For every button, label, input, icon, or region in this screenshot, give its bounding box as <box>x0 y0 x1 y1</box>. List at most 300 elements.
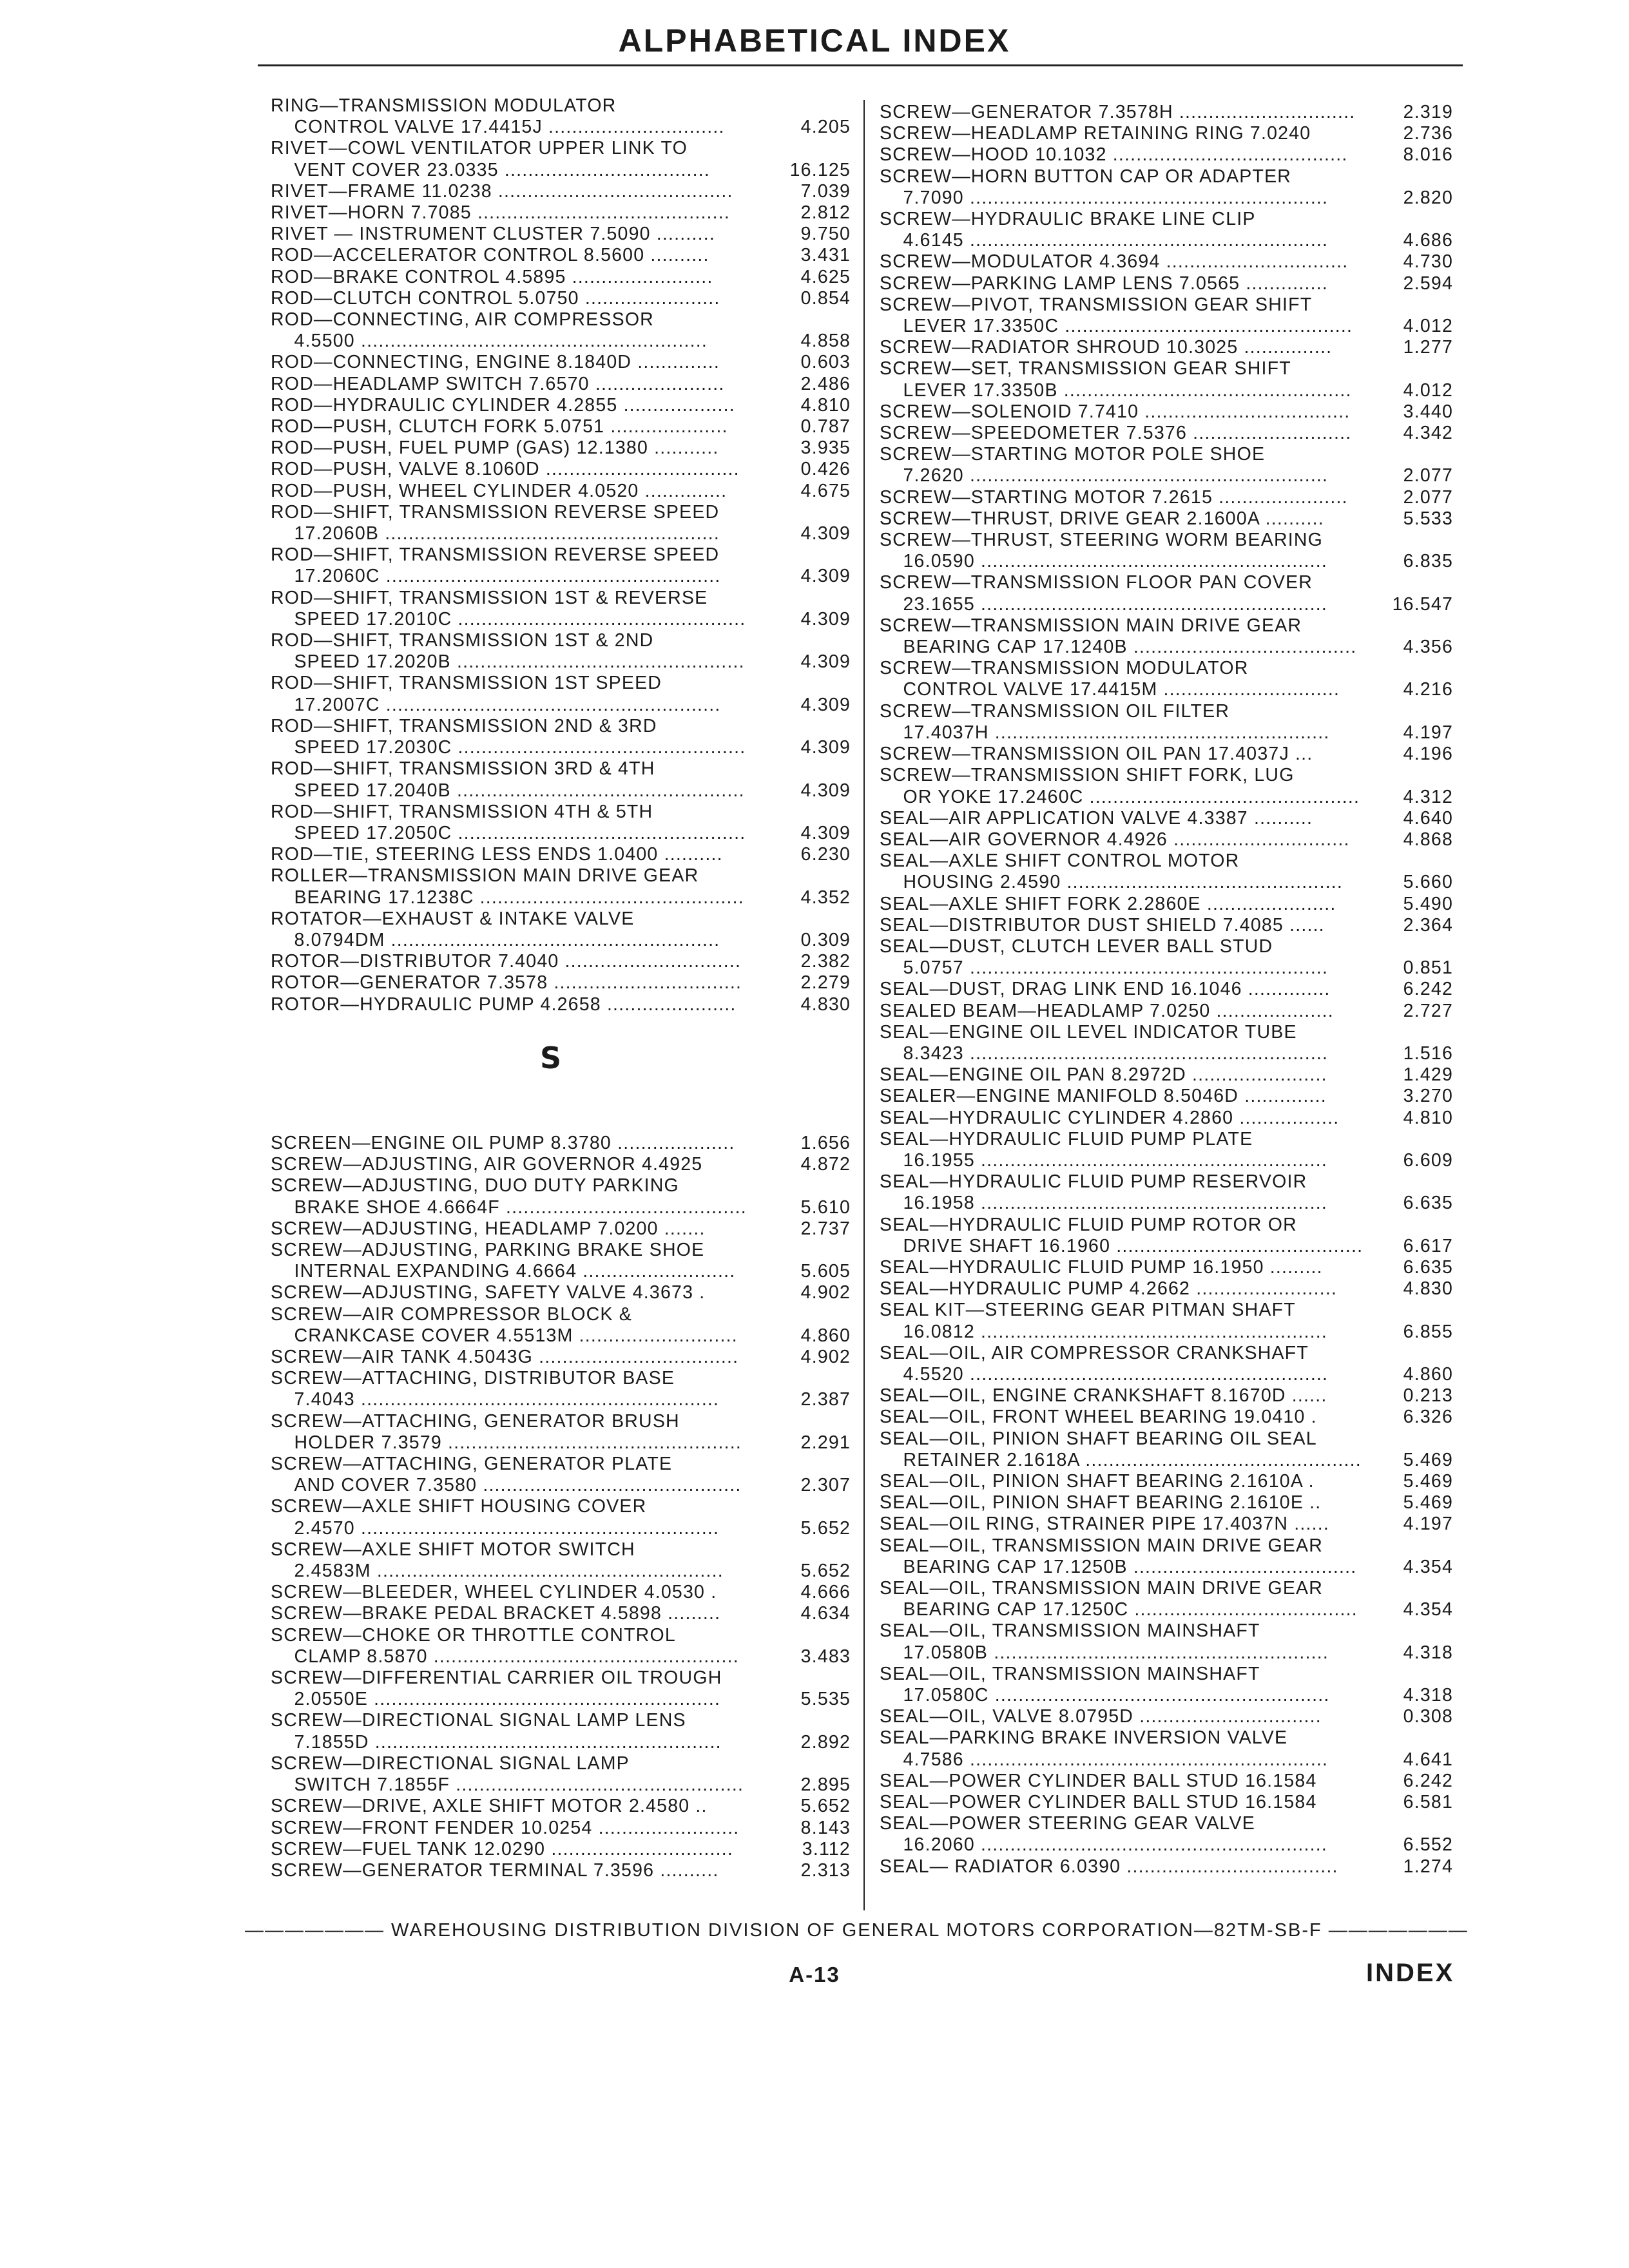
index-entry <box>271 95 851 117</box>
entry-text: SCREW—TRANSMISSION MAIN DRIVE GEAR <box>880 615 1302 636</box>
left-column-r-entries <box>271 95 851 1015</box>
entry-text: SCREW—TRANSMISSION MODULATOR <box>880 658 1249 679</box>
entry-page-number: 5.533 <box>1403 508 1453 529</box>
entry-page-number: 4.860 <box>800 1325 851 1346</box>
index-entry <box>880 1022 1453 1043</box>
entry-text: 17.4037H ......................................................... <box>880 722 1330 743</box>
entry-page-number: 2.313 <box>800 1860 851 1881</box>
index-entry <box>271 523 851 544</box>
index-entry <box>880 209 1453 230</box>
entry-page-number: 4.868 <box>1403 829 1453 850</box>
entry-text: 5.0757 ............................................................. <box>880 957 1329 979</box>
index-entry <box>271 416 851 437</box>
entry-text: SEAL—ENGINE OIL LEVEL INDICATOR TUBE <box>880 1021 1297 1043</box>
index-entry <box>880 423 1453 444</box>
entry-text: SCREW—ADJUSTING, AIR GOVERNOR 4.4925 <box>271 1154 703 1175</box>
index-entry <box>880 1108 1453 1129</box>
entry-text: ROTATOR—EXHAUST & INTAKE VALVE <box>271 908 635 929</box>
entry-text: BEARING 17.1238C ............................................. <box>271 887 744 908</box>
entry-text: ROD—SHIFT, TRANSMISSION 3RD & 4TH <box>271 758 655 780</box>
entry-text: SEAL—POWER CYLINDER BALL STUD 16.1584 <box>880 1770 1317 1791</box>
entry-text: 23.1655 ........................................................... <box>880 593 1327 615</box>
entry-text: ROD—PUSH, WHEEL CYLINDER 4.0520 .............. <box>271 480 728 501</box>
page-number: A-13 <box>789 1963 840 1986</box>
index-entry <box>880 358 1453 380</box>
entry-page-number: 2.382 <box>800 951 851 972</box>
entry-text: SCREW—DIFFERENTIAL CARRIER OIL TROUGH <box>271 1667 722 1689</box>
index-entry <box>271 609 851 630</box>
index-entry <box>880 1492 1453 1514</box>
entry-page-number: 6.581 <box>1403 1792 1453 1813</box>
index-entry <box>880 444 1453 465</box>
entry-text: SEAL—DISTRIBUTOR DUST SHIELD 7.4085 ...... <box>880 914 1325 936</box>
entry-text: SWITCH 7.1855F ................................................. <box>271 1774 744 1796</box>
entry-text: SEAL—HYDRAULIC FLUID PUMP ROTOR OR <box>880 1214 1297 1235</box>
index-entry <box>880 380 1453 401</box>
entry-page-number: 1.516 <box>1403 1043 1453 1064</box>
index-entry <box>880 508 1453 530</box>
entry-page-number: 2.892 <box>800 1731 851 1753</box>
index-entry <box>880 530 1453 551</box>
entry-page-number: 7.039 <box>800 180 851 202</box>
entry-text: SEAL—OIL RING, STRAINER PIPE 17.4037N ...... <box>880 1514 1329 1535</box>
index-entry <box>271 481 851 502</box>
entry-page-number: 4.318 <box>1403 1642 1453 1663</box>
index-entry <box>880 957 1453 979</box>
entry-text: SCREW—BLEEDER, WHEEL CYLINDER 4.0530 . <box>271 1582 717 1603</box>
index-entry <box>271 1154 851 1175</box>
entry-text: 2.4583M ........................................................... <box>271 1561 724 1582</box>
entry-page-number: 2.737 <box>800 1218 851 1239</box>
index-entry <box>271 1603 851 1624</box>
index-entry <box>880 465 1453 486</box>
entry-text: SCREW—ADJUSTING, HEADLAMP 7.0200 ....... <box>271 1218 706 1239</box>
entry-text: SEAL—OIL, AIR COMPRESSOR CRANKSHAFT <box>880 1342 1309 1363</box>
entry-text: ROD—PUSH, CLUTCH FORK 5.0751 .................... <box>271 416 728 437</box>
entry-text: AND COVER 7.3580 ............................................ <box>271 1475 742 1496</box>
entry-page-number: 4.342 <box>1403 423 1453 444</box>
index-entry <box>271 459 851 480</box>
entry-text: 16.0590 ........................................................... <box>880 551 1327 572</box>
footer-text: ——————— WAREHOUSING DISTRIBUTION DIVISION OF GENERAL MOTORS CORPORATION—82TM-SB-F ——————— <box>245 1920 1469 1941</box>
entry-page-number: 4.216 <box>1403 679 1453 700</box>
index-entry <box>880 1343 1453 1364</box>
entry-text: SCREW—STARTING MOTOR 7.2615 ...................... <box>880 486 1348 508</box>
index-entry <box>271 630 851 651</box>
entry-text: SEAL—HYDRAULIC PUMP 4.2662 ........................ <box>880 1278 1338 1300</box>
index-entry <box>271 1133 851 1154</box>
entry-text: ROD—PUSH, FUEL PUMP (GAS) 12.1380 ........... <box>271 437 719 459</box>
entry-page-number: 3.431 <box>800 245 851 266</box>
entry-page-number: 2.736 <box>1403 123 1453 144</box>
index-entry <box>271 1582 851 1603</box>
page-title: ALPHABETICAL INDEX <box>618 23 1011 59</box>
entry-page-number: 4.858 <box>800 331 851 352</box>
index-entry <box>880 487 1453 508</box>
entry-text: ROTOR—DISTRIBUTOR 7.4040 .............................. <box>271 951 742 972</box>
entry-text: INTERNAL EXPANDING 4.6664 .......................... <box>271 1261 736 1282</box>
entry-text: SEAL—AXLE SHIFT CONTROL MOTOR <box>880 850 1240 872</box>
index-label: INDEX <box>1366 1959 1455 1987</box>
entry-page-number: 4.686 <box>1403 230 1453 251</box>
entry-text: SCREW—TRANSMISSION OIL FILTER <box>880 700 1230 722</box>
index-entry <box>880 722 1453 744</box>
entry-page-number: 0.426 <box>800 459 851 480</box>
entry-page-number: 5.490 <box>1403 893 1453 914</box>
index-entry <box>271 1218 851 1240</box>
index-entry <box>880 1428 1453 1450</box>
entry-text: OR YOKE 17.2460C .............................................. <box>880 786 1360 807</box>
entry-text: SCREW—FRONT FENDER 10.0254 ........................ <box>271 1817 740 1838</box>
entry-page-number: 4.205 <box>800 117 851 138</box>
index-entry <box>880 1407 1453 1428</box>
entry-page-number: 5.652 <box>800 1517 851 1539</box>
entry-text: ROD—TIE, STEERING LESS ENDS 1.0400 .......... <box>271 844 723 865</box>
entry-text: ROD—CLUTCH CONTROL 5.0750 ....................... <box>271 287 720 309</box>
entry-page-number: 8.143 <box>800 1817 851 1838</box>
index-entry <box>880 551 1453 572</box>
entry-page-number: 6.635 <box>1403 1256 1453 1278</box>
entry-page-number: 4.309 <box>800 694 851 715</box>
entry-page-number: 4.309 <box>800 822 851 843</box>
entry-text: SEAL—HYDRAULIC FLUID PUMP 16.1950 ......... <box>880 1256 1323 1278</box>
entry-text: SCREW—STARTING MOTOR POLE SHOE <box>880 444 1266 465</box>
index-entry <box>271 544 851 566</box>
entry-page-number: 3.112 <box>802 1838 851 1860</box>
entry-text: 4.5500 ........................................................... <box>271 331 708 352</box>
index-entry <box>880 1278 1453 1300</box>
entry-page-number: 0.851 <box>1403 957 1453 979</box>
index-entry <box>271 437 851 459</box>
entry-text: HOLDER 7.3579 .................................................. <box>271 1432 742 1453</box>
entry-text: CRANKCASE COVER 4.5513M ........................... <box>271 1325 738 1346</box>
index-entry <box>271 994 851 1015</box>
entry-page-number: 1.274 <box>1403 1856 1453 1877</box>
entry-text: SCREW—TRANSMISSION OIL PAN 17.4037J ... <box>880 744 1313 765</box>
index-entry <box>271 1389 851 1410</box>
entry-text: 8.0794DM ........................................................ <box>271 929 720 950</box>
entry-text: LEVER 17.3350C ................................................. <box>880 316 1353 337</box>
entry-text: SCREW—GENERATOR 7.3578H .............................. <box>880 102 1356 122</box>
entry-page-number: 4.675 <box>800 480 851 501</box>
entry-text: ROD—PUSH, VALVE 8.1060D ................................. <box>271 459 740 480</box>
index-entry <box>271 1411 851 1432</box>
entry-page-number: 6.835 <box>1403 551 1453 572</box>
entry-text: DRIVE SHAFT 16.1960 .......................................... <box>880 1235 1364 1256</box>
entry-page-number: 4.730 <box>1403 251 1453 273</box>
index-entry <box>271 1860 851 1881</box>
index-entry <box>271 1368 851 1389</box>
index-entry <box>880 1236 1453 1257</box>
entry-page-number: 2.727 <box>1403 1000 1453 1021</box>
index-entry <box>880 1257 1453 1278</box>
index-entry <box>880 894 1453 915</box>
entry-text: SCREW—RADIATOR SHROUD 10.3025 ............... <box>880 337 1333 358</box>
entry-page-number: 4.640 <box>1403 807 1453 829</box>
index-entry <box>271 951 851 972</box>
entry-text: RIVET—HORN 7.7085 ........................................... <box>271 202 731 224</box>
entry-text: 17.2007C ......................................................... <box>271 694 721 715</box>
entry-page-number: 2.812 <box>800 202 851 224</box>
entry-text: BEARING CAP 17.1250C ...................................... <box>880 1599 1358 1620</box>
entry-page-number: 6.242 <box>1403 1770 1453 1791</box>
entry-text: SCREW—ADJUSTING, PARKING BRAKE SHOE <box>271 1240 705 1261</box>
index-entry <box>880 1193 1453 1214</box>
entry-page-number: 2.387 <box>800 1389 851 1410</box>
index-entry <box>271 1625 851 1646</box>
index-entry <box>271 1325 851 1347</box>
entry-text: SEAL—OIL, ENGINE CRANKSHAFT 8.1670D ...... <box>880 1385 1327 1407</box>
index-entry <box>271 1347 851 1368</box>
index-entry <box>271 117 851 138</box>
index-entry <box>880 1385 1453 1407</box>
index-entry <box>880 1578 1453 1599</box>
entry-page-number: 4.860 <box>1403 1363 1453 1385</box>
index-entry <box>880 1834 1453 1856</box>
index-entry <box>271 673 851 694</box>
index-entry <box>271 1839 851 1860</box>
index-entry <box>880 1064 1453 1086</box>
entry-page-number: 0.213 <box>1403 1385 1453 1407</box>
entry-page-number: 8.016 <box>1403 144 1453 166</box>
index-entry <box>271 1175 851 1196</box>
index-entry <box>880 850 1453 872</box>
index-entry <box>271 352 851 373</box>
entry-page-number: 4.196 <box>1403 744 1453 765</box>
entry-page-number: 5.469 <box>1403 1492 1453 1514</box>
index-entry <box>880 658 1453 679</box>
index-entry <box>880 123 1453 144</box>
entry-text: VENT COVER 23.0335 ................................... <box>271 159 711 180</box>
entry-text: SPEED 17.2020B ................................................. <box>271 651 745 673</box>
index-entry <box>880 979 1453 1000</box>
index-entry <box>880 1792 1453 1813</box>
index-entry <box>880 679 1453 700</box>
entry-text: SCREW—DIRECTIONAL SIGNAL LAMP <box>271 1753 630 1774</box>
entry-page-number: 6.552 <box>1403 1834 1453 1856</box>
index-entry <box>271 1689 851 1710</box>
entry-text: SCREW—SPEEDOMETER 7.5376 ........................... <box>880 423 1352 444</box>
index-entry <box>271 395 851 416</box>
index-entry <box>880 1813 1453 1834</box>
entry-text: SCREW—DIRECTIONAL SIGNAL LAMP LENS <box>271 1710 686 1731</box>
index-entry <box>271 1454 851 1475</box>
entry-text: 16.2060 ........................................................... <box>880 1834 1327 1856</box>
index-entry <box>880 294 1453 316</box>
entry-page-number: 6.635 <box>1403 1193 1453 1214</box>
entry-text: SEAL—AIR GOVERNOR 4.4926 .............................. <box>880 829 1350 850</box>
entry-page-number: 3.440 <box>1403 401 1453 422</box>
entry-page-number: 4.354 <box>1403 1599 1453 1620</box>
entry-page-number: 4.902 <box>800 1282 851 1303</box>
entry-page-number: 4.625 <box>800 266 851 287</box>
entry-page-number: 6.230 <box>800 844 851 865</box>
index-entry <box>880 337 1453 358</box>
entry-page-number: 1.429 <box>1403 1064 1453 1086</box>
index-entry <box>880 1450 1453 1471</box>
entry-page-number: 4.309 <box>800 566 851 587</box>
entry-page-number: 0.603 <box>800 352 851 373</box>
entry-text: SCREW—FUEL TANK 12.0290 ............................... <box>271 1838 733 1860</box>
entry-page-number: 4.312 <box>1403 786 1453 807</box>
index-entry <box>880 316 1453 337</box>
index-entry <box>271 930 851 951</box>
entry-text: SCREW—THRUST, STEERING WORM BEARING <box>880 530 1324 551</box>
index-entry <box>271 716 851 737</box>
entry-text: ROD—CONNECTING, ENGINE 8.1840D .............. <box>271 352 720 373</box>
entry-page-number: 5.469 <box>1403 1471 1453 1492</box>
entry-text: SCREW—HORN BUTTON CAP OR ADAPTER <box>880 166 1292 187</box>
entry-text: BEARING CAP 17.1240B ...................................... <box>880 637 1357 658</box>
index-entry <box>880 1086 1453 1107</box>
entry-text: SCREW—SET, TRANSMISSION GEAR SHIFT <box>880 358 1291 380</box>
index-entry <box>271 1753 851 1774</box>
entry-text: BRAKE SHOE 4.6664F ......................................... <box>271 1196 747 1218</box>
entry-text: 2.4570 ............................................................. <box>271 1517 720 1539</box>
entry-page-number: 0.854 <box>800 287 851 309</box>
entry-text: SEAL—POWER STEERING GEAR VALVE <box>880 1813 1255 1834</box>
entry-page-number: 2.594 <box>1403 273 1453 294</box>
entry-text: 4.6145 ............................................................. <box>880 230 1329 251</box>
index-entry <box>880 401 1453 423</box>
index-entry <box>271 844 851 865</box>
entry-text: RIVET—COWL VENTILATOR UPPER LINK TO <box>271 138 688 159</box>
index-entry <box>271 823 851 844</box>
entry-text: SEALER—ENGINE MANIFOLD 8.5046D .............. <box>880 1086 1327 1107</box>
index-entry <box>271 1518 851 1539</box>
entry-text: CONTROL VALVE 17.4415M .............................. <box>880 679 1340 700</box>
entry-text: 7.2620 ............................................................. <box>880 465 1329 486</box>
index-entry <box>880 1043 1453 1064</box>
index-entry <box>880 765 1453 786</box>
entry-text: ROD—SHIFT, TRANSMISSION 1ST & REVERSE <box>271 587 708 608</box>
entry-text: SEAL— RADIATOR 6.0390 .................................... <box>880 1856 1338 1877</box>
entry-text: ROD—SHIFT, TRANSMISSION 2ND & 3RD <box>271 715 657 736</box>
entry-text: ROD—SHIFT, TRANSMISSION 4TH & 5TH <box>271 801 653 822</box>
entry-page-number: 4.356 <box>1403 637 1453 658</box>
index-entry <box>271 695 851 716</box>
index-entry <box>880 1749 1453 1771</box>
entry-text: ROD—SHIFT, TRANSMISSION REVERSE SPEED <box>271 544 720 566</box>
entry-text: SEAL—HYDRAULIC FLUID PUMP PLATE <box>880 1128 1253 1149</box>
entry-page-number: 4.352 <box>800 887 851 908</box>
entry-page-number: 4.641 <box>1403 1749 1453 1770</box>
entry-text: SCREW—DRIVE, AXLE SHIFT MOTOR 2.4580 .. <box>271 1796 708 1817</box>
entry-text: SCREW—AXLE SHIFT HOUSING COVER <box>271 1496 647 1517</box>
entry-text: SEAL—DUST, CLUTCH LEVER BALL STUD <box>880 936 1273 957</box>
entry-text: 16.1958 ........................................................... <box>880 1193 1327 1214</box>
entry-text: ROD—CONNECTING, AIR COMPRESSOR <box>271 309 654 331</box>
entry-text: 17.0580C ......................................................... <box>880 1685 1330 1706</box>
entry-page-number: 2.364 <box>1403 914 1453 936</box>
entry-page-number: 4.810 <box>800 394 851 416</box>
index-entry <box>880 1620 1453 1642</box>
entry-text: SEALED BEAM—HEADLAMP 7.0250 .................... <box>880 1000 1334 1021</box>
index-entry <box>271 1732 851 1753</box>
index-entry <box>880 808 1453 829</box>
index-entry <box>271 972 851 994</box>
entry-page-number: 5.535 <box>800 1689 851 1710</box>
entry-page-number: 5.469 <box>1403 1449 1453 1470</box>
entry-text: ROD—HEADLAMP SWITCH 7.6570 ...................... <box>271 373 725 394</box>
entry-text: SCREW—TRANSMISSION SHIFT FORK, LUG <box>880 765 1295 786</box>
entry-text: 17.0580B ......................................................... <box>880 1642 1329 1663</box>
entry-text: SCREW—SOLENOID 7.7410 ................................... <box>880 401 1351 422</box>
index-entry <box>880 1642 1453 1664</box>
entry-page-number: 16.547 <box>1392 593 1453 615</box>
entry-text: SEAL—DUST, DRAG LINK END 16.1046 .............. <box>880 979 1331 1000</box>
entry-page-number: 6.855 <box>1403 1321 1453 1342</box>
entry-text: SCREW—AIR TANK 4.5043G .................................. <box>271 1347 739 1368</box>
index-entry <box>880 1535 1453 1557</box>
index-entry <box>880 1771 1453 1792</box>
entry-page-number: 4.309 <box>800 608 851 629</box>
index-entry <box>271 1710 851 1731</box>
index-entry <box>271 331 851 352</box>
entry-page-number: 1.277 <box>1403 337 1453 358</box>
entry-page-number: 2.486 <box>800 373 851 394</box>
entry-text: SEAL KIT—STEERING GEAR PITMAN SHAFT <box>880 1300 1296 1321</box>
entry-page-number: 1.656 <box>800 1133 851 1153</box>
entry-text: ROTOR—HYDRAULIC PUMP 4.2658 ...................... <box>271 994 737 1015</box>
entry-text: 4.7586 ............................................................. <box>880 1749 1329 1770</box>
entry-text: SCREEN—ENGINE OIL PUMP 8.3780 .................... <box>271 1133 735 1153</box>
entry-text: SEAL—OIL, TRANSMISSION MAINSHAFT <box>880 1663 1260 1684</box>
index-entry <box>880 936 1453 957</box>
entry-page-number: 6.617 <box>1403 1235 1453 1256</box>
entry-page-number: 5.610 <box>800 1196 851 1218</box>
entry-page-number: 2.077 <box>1403 486 1453 508</box>
index-entry <box>880 1856 1453 1878</box>
entry-text: SCREW—HYDRAULIC BRAKE LINE CLIP <box>880 209 1256 230</box>
index-entry <box>271 309 851 331</box>
entry-text: 17.2060B ......................................................... <box>271 523 720 544</box>
entry-text: SPEED 17.2040B ................................................. <box>271 780 745 801</box>
index-entry <box>880 637 1453 658</box>
index-entry <box>271 1432 851 1454</box>
index-entry <box>880 1706 1453 1727</box>
index-entry <box>880 273 1453 294</box>
entry-text: SCREW—CHOKE OR THROTTLE CONTROL <box>271 1624 676 1646</box>
entry-text: SCREW—HEADLAMP RETAINING RING 7.0240 <box>880 123 1311 144</box>
entry-text: SCREW—ATTACHING, DISTRIBUTOR BASE <box>271 1368 675 1389</box>
entry-text: CONTROL VALVE 17.4415J .............................. <box>271 117 725 138</box>
entry-page-number: 0.787 <box>800 416 851 437</box>
index-entry <box>271 780 851 802</box>
entry-text: SCREW—THRUST, DRIVE GEAR 2.1600A .......... <box>880 508 1324 529</box>
entry-text: SCREW—ATTACHING, GENERATOR BRUSH <box>271 1410 680 1432</box>
entry-text: 7.1855D ........................................................... <box>271 1731 722 1753</box>
entry-page-number: 6.326 <box>1403 1407 1453 1428</box>
index-entry <box>880 187 1453 209</box>
index-entry <box>271 651 851 673</box>
entry-text: 7.4043 ............................................................. <box>271 1389 720 1410</box>
entry-text: SCREW—GENERATOR TERMINAL 7.3596 .......... <box>271 1860 719 1881</box>
index-entry <box>271 1667 851 1689</box>
index-entry <box>880 230 1453 251</box>
entry-text: ROLLER—TRANSMISSION MAIN DRIVE GEAR <box>271 865 699 887</box>
entry-text: SCREW—BRAKE PEDAL BRACKET 4.5898 ......... <box>271 1603 721 1624</box>
entry-text: ROD—SHIFT, TRANSMISSION 1ST & 2ND <box>271 630 654 651</box>
entry-text: SCREW—AIR COMPRESSOR BLOCK & <box>271 1303 632 1325</box>
index-entry <box>271 1496 851 1517</box>
entry-text: SEAL—OIL, PINION SHAFT BEARING OIL SEAL <box>880 1428 1317 1449</box>
entry-page-number: 4.830 <box>1403 1278 1453 1300</box>
title-underline <box>258 64 1463 66</box>
index-entry <box>880 1129 1453 1150</box>
index-entry <box>880 872 1453 893</box>
entry-page-number: 5.660 <box>1403 872 1453 893</box>
